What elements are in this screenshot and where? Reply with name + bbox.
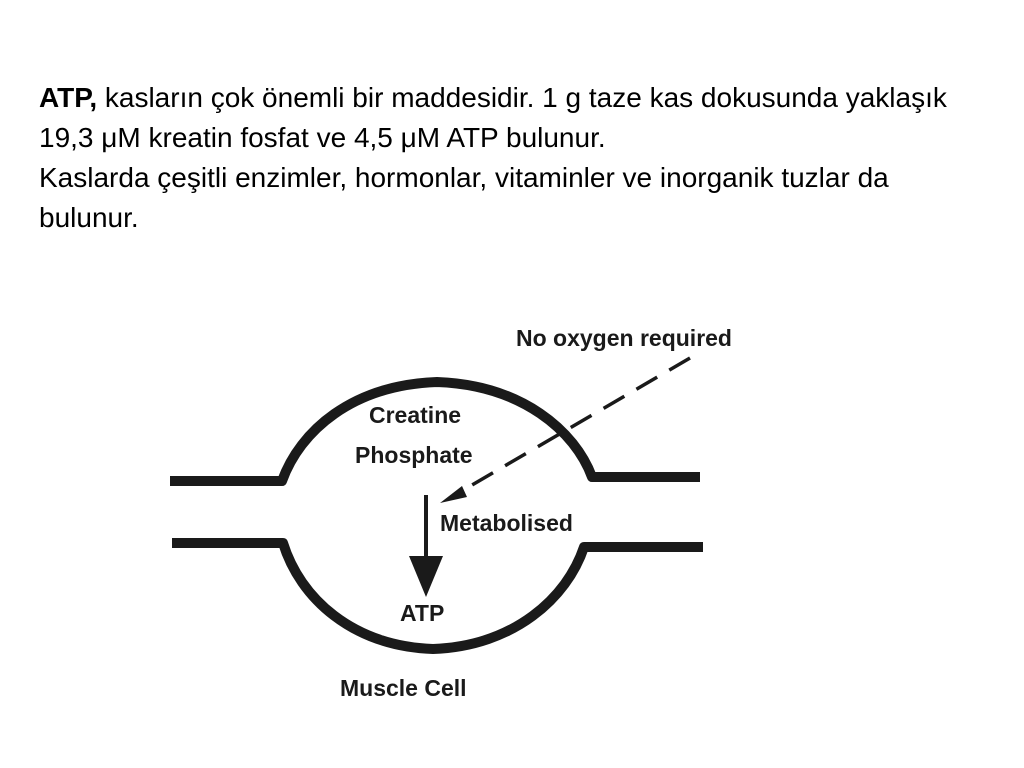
muscle-cell-caption: Muscle Cell <box>340 675 467 701</box>
atp-bold-lead: ATP, <box>39 82 98 113</box>
no-oxygen-label: No oxygen required <box>516 325 732 351</box>
paragraph-muscle-contents: Kaslarda çeşitli enzimler, hormonlar, vitaminler ve inorganik tuzlar da bulunur. <box>39 162 889 233</box>
dashed-pointer-arrowhead <box>440 486 467 503</box>
dashed-pointer-line <box>460 358 690 492</box>
creatine-label: Creatine <box>369 402 462 428</box>
phosphate-label: Phosphate <box>355 442 473 468</box>
paragraph-atp-body: kasların çok önemli bir maddesidir. 1 g taze kas dokusunda yaklaşık 19,3 μM kreatin fosfat ve 4,5 μM ATP bulunur. <box>39 82 947 153</box>
atp-product-label: ATP <box>400 600 445 626</box>
metabolism-arrowhead <box>409 556 443 597</box>
metabolised-label: Metabolised <box>440 510 573 536</box>
